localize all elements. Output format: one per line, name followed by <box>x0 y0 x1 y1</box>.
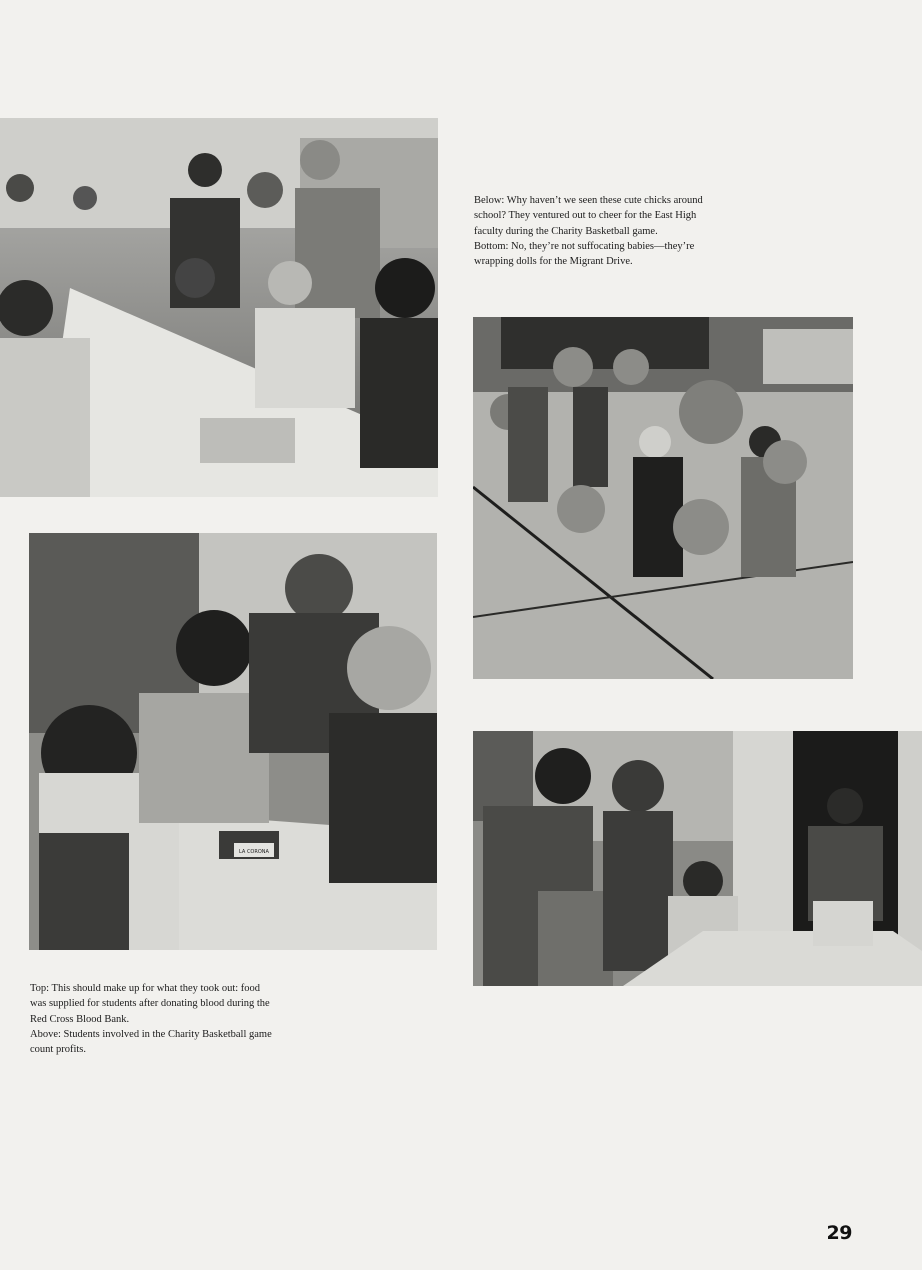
page-number: 29 <box>826 1222 852 1244</box>
photo-counting-profits <box>29 533 437 950</box>
caption-blood-bank-paragraph: Top: This should make up for what they took out: food was supplied for students after donating blood during the Red Cross Blood Bank. <box>30 983 270 1025</box>
caption-blood-bank-and-profits <box>30 981 275 1057</box>
photo-wrapping-dolls <box>473 731 922 986</box>
caption-cheer-paragraph: Below: Why haven’t we seen these cute chicks around school? They ventured out to cheer for the East High faculty during the Charity Basketball game. <box>474 195 703 237</box>
box-label: LA CORONA <box>239 849 269 855</box>
photo-cafeteria <box>0 118 438 497</box>
caption-cheer-and-dolls <box>474 193 724 269</box>
photo-faculty-cheerleaders <box>473 317 853 679</box>
caption-dolls-paragraph: Bottom: No, they’re not suffocating babies—they’re wrapping dolls for the Migrant Drive. <box>474 240 695 268</box>
caption-profits-paragraph: Above: Students involved in the Charity Basketball game count profits. <box>30 1028 272 1056</box>
